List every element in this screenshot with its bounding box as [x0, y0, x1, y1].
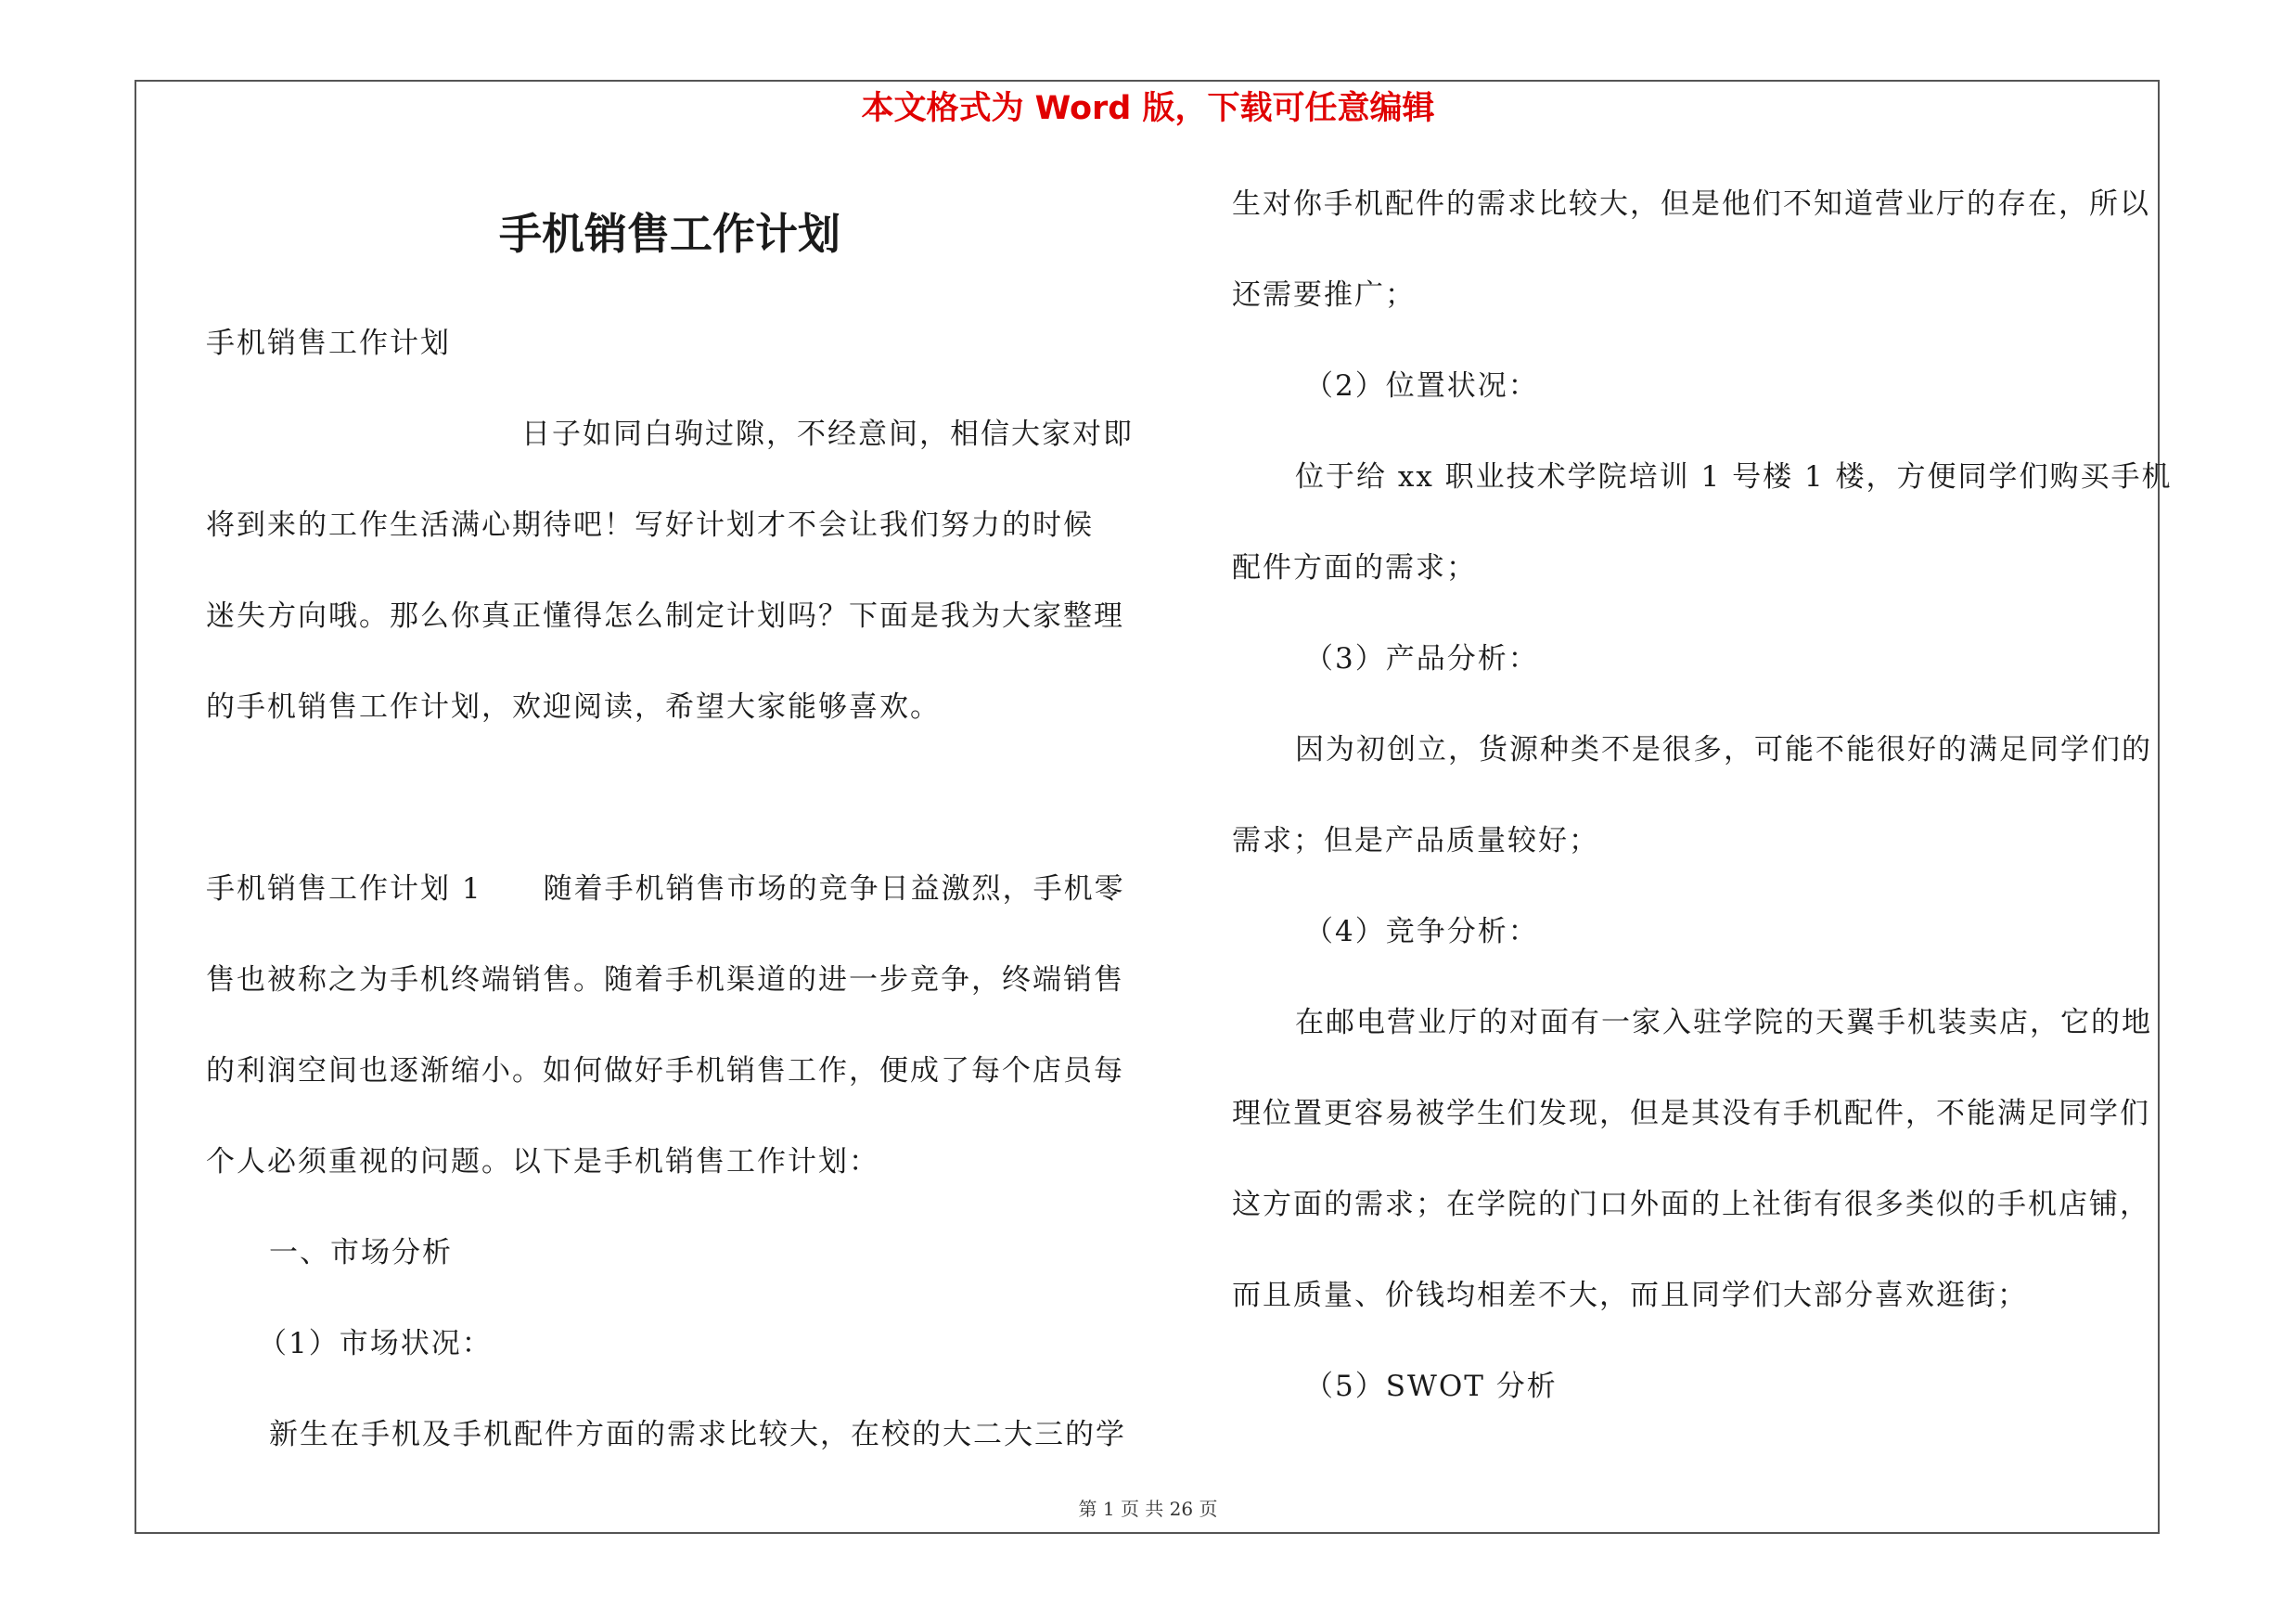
paragraph-line: 需求；但是产品质量较好； [1232, 824, 1599, 857]
subsection-heading: （4）竞争分析： [1304, 915, 1539, 948]
paragraph-line: 手机销售工作计划 [206, 327, 451, 360]
subsection-heading: （1）市场状况： [258, 1327, 493, 1360]
subsection-heading: （2）位置状况： [1304, 369, 1539, 403]
paragraph-line: 新生在手机及手机配件方面的需求比较大，在校的大二大三的学 [269, 1418, 1126, 1451]
paragraph-line: 手机销售工作计划 1 随着手机销售市场的竞争日益激烈，手机零 [206, 872, 1125, 906]
paragraph-line: 个人必须重视的问题。以下是手机销售工作计划： [206, 1145, 879, 1179]
paragraph-line: 的手机销售工作计划，欢迎阅读，希望大家能够喜欢。 [206, 690, 941, 724]
paragraph-line: 迷失方向哦。那么你真正懂得怎么制定计划吗？下面是我为大家整理 [206, 599, 1124, 633]
paragraph-line: 理位置更容易被学生们发现，但是其没有手机配件，不能满足同学们 [1232, 1097, 2150, 1130]
paragraph-line: 因为初创立，货源种类不是很多，可能不能很好的满足同学们的 [1295, 733, 2152, 766]
edit-banner: 本文格式为 Word 版，下载可任意编辑 [861, 90, 1435, 127]
paragraph-line: 还需要推广； [1232, 278, 1416, 312]
paragraph-line: 位于给 xx 职业技术学院培训 1 号楼 1 楼，方便同学们购买手机 [1295, 460, 2173, 494]
page-number-footer: 第 1 页 共 26 页 [1078, 1498, 1218, 1520]
paragraph-line: 日子如同白驹过隙，不经意间，相信大家对即 [521, 418, 1134, 451]
paragraph-line: 生对你手机配件的需求比较大，但是他们不知道营业厅的存在，所以 [1232, 187, 2150, 221]
subsection-heading: （5）SWOT 分析 [1304, 1370, 1558, 1403]
paragraph-line: 配件方面的需求； [1232, 551, 1477, 585]
paragraph-line: 将到来的工作生活满心期待吧！写好计划才不会让我们努力的时候 [206, 509, 1094, 542]
document-title: 手机销售工作计划 [499, 209, 840, 259]
section-heading: 一、市场分析 [269, 1236, 453, 1269]
paragraph-line: 售也被称之为手机终端销售。随着手机渠道的进一步竞争，终端销售 [206, 963, 1124, 997]
paragraph-line: 这方面的需求；在学院的门口外面的上社街有很多类似的手机店铺， [1232, 1188, 2150, 1221]
paragraph-line: 在邮电营业厅的对面有一家入驻学院的天翼手机装卖店，它的地 [1295, 1006, 2152, 1039]
subsection-heading: （3）产品分析： [1304, 642, 1539, 676]
paragraph-line: 的利润空间也逐渐缩小。如何做好手机销售工作，便成了每个店员每 [206, 1054, 1124, 1088]
paragraph-line: 而且质量、价钱均相差不大，而且同学们大部分喜欢逛街； [1232, 1279, 2028, 1312]
